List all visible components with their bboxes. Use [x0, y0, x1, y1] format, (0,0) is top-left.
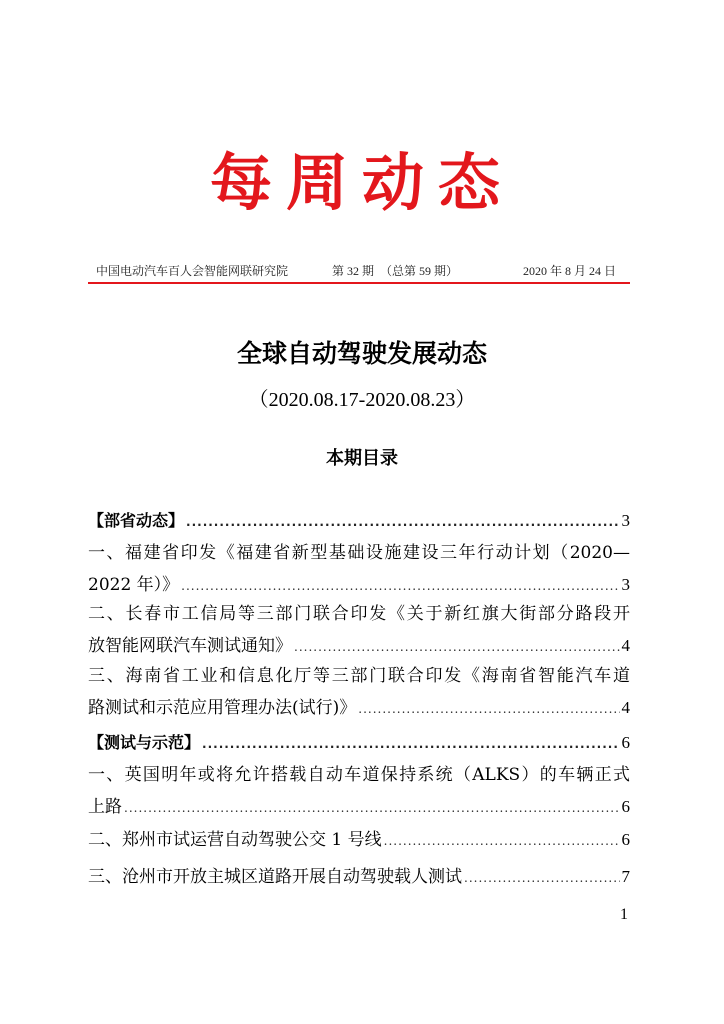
toc-section-entry[interactable]	[88, 727, 630, 759]
toc-section-entry[interactable]	[88, 505, 630, 537]
toc-item-entry[interactable]	[88, 660, 630, 724]
toc-entry-text: 上路	[88, 797, 122, 817]
toc-item-entry[interactable]	[88, 861, 630, 893]
toc-page-number: 6	[621, 797, 630, 816]
toc-leader-dots	[124, 792, 620, 824]
masthead-title: 每周动态	[209, 146, 514, 219]
toc-page-number: 6	[621, 733, 630, 752]
toc-page-number: 4	[621, 636, 630, 655]
toc-entry-text: 路测试和示范应用管理办法(试行)》	[88, 698, 357, 718]
toc-entry-text: 【测试与示范】	[88, 733, 201, 752]
toc-page-number: 3	[621, 575, 630, 594]
toc-entry-text: 一、福建省印发《福建省新型基础设施建设三年行动计划（2020—	[88, 543, 630, 563]
toc-page-number: 4	[621, 698, 630, 717]
toc-entry-text: 【部省动态】	[88, 511, 185, 530]
toc-entry-text: 放智能网联汽车测试通知》	[88, 636, 292, 656]
document-title: 全球自动驾驶发展动态	[236, 339, 487, 368]
header-divider	[88, 282, 630, 284]
toc-leader-dots	[464, 862, 620, 894]
issue-date: 2020 年 8 月 24 日	[522, 264, 616, 278]
toc-leader-dots	[358, 693, 619, 725]
toc-entry-text: 二、长春市工信局等三部门联合印发《关于新红旗大街部分路段开	[88, 604, 630, 624]
toc-page-number: 7	[621, 867, 630, 886]
toc-leader-dots	[202, 728, 619, 760]
issue-number: 第 32 期 （总第 59 期）	[332, 264, 459, 278]
toc-entry-text: 2022 年）》	[88, 575, 180, 595]
toc-entry-text: 二、郑州市试运营自动驾驶公交 1 号线	[88, 830, 382, 850]
toc-leader-dots	[384, 825, 620, 857]
toc-entry-text: 三、沧州市开放主城区道路开展自动驾驶载人测试	[88, 867, 462, 887]
toc-page-number: 6	[621, 830, 630, 849]
toc-entry-text: 三、海南省工业和信息化厅等三部门联合印发《海南省智能汽车道	[88, 666, 630, 686]
organization-name: 中国电动汽车百人会智能网联研究院	[96, 264, 289, 278]
page-number: 1	[620, 906, 628, 923]
toc-item-entry[interactable]	[88, 824, 630, 856]
toc-item-entry[interactable]	[88, 537, 630, 601]
issue-info-line	[88, 262, 630, 280]
toc-leader-dots	[294, 631, 620, 663]
toc-entry-text: 一、英国明年或将允许搭载自动车道保持系统（ALKS）的车辆正式	[88, 765, 630, 785]
document-period: （2020.08.17-2020.08.23）	[248, 389, 476, 411]
toc-item-entry[interactable]	[88, 759, 630, 823]
toc-page-number: 3	[621, 511, 630, 530]
toc-heading: 本期目录	[326, 448, 398, 469]
toc-leader-dots	[186, 506, 619, 538]
toc-item-entry[interactable]	[88, 598, 630, 662]
